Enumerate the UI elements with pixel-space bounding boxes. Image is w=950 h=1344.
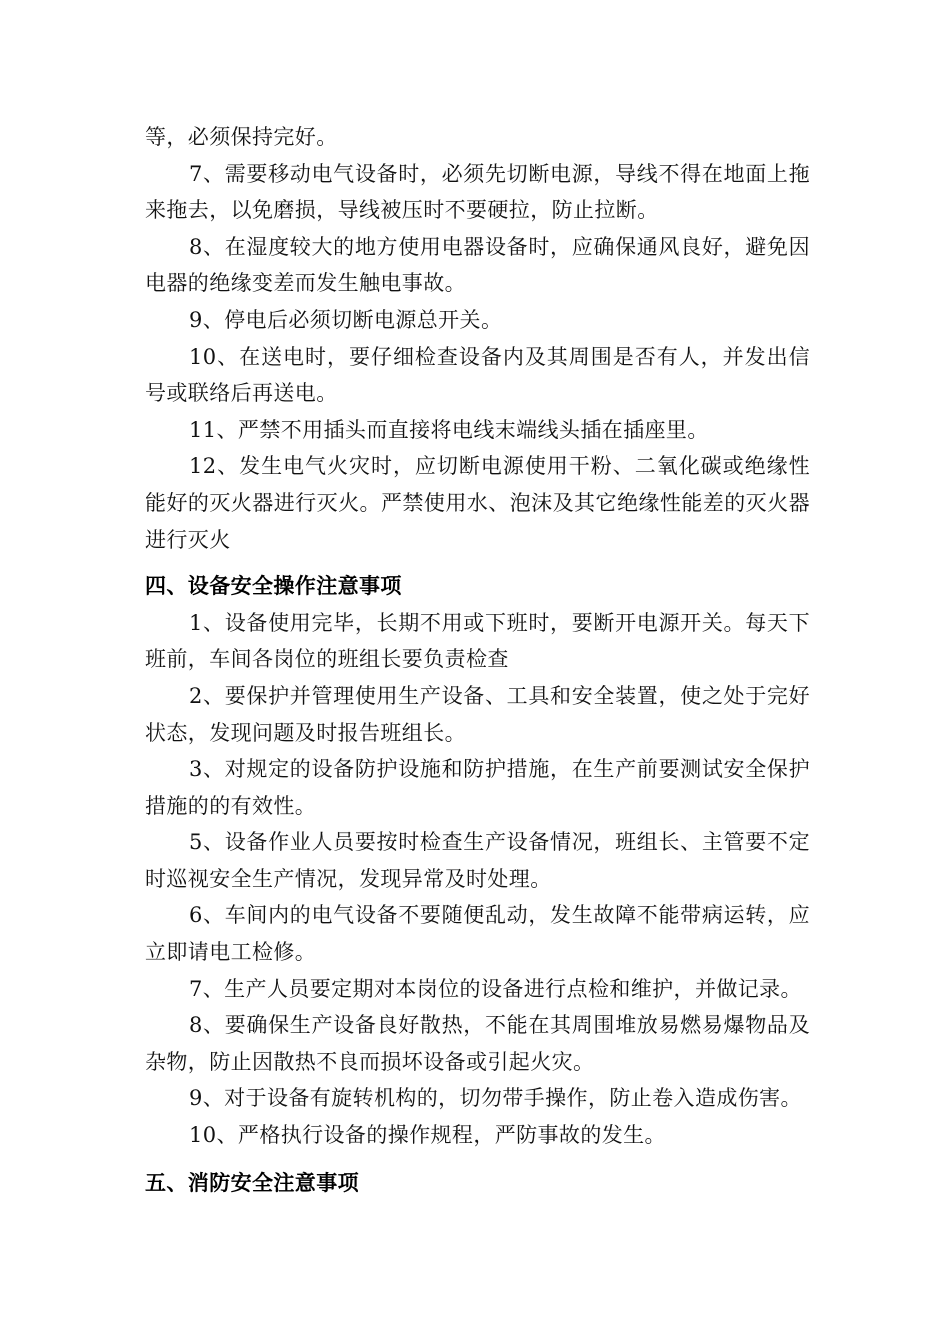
equipment-item-3: 3、对规定的设备防护设施和防护措施，在生产前要测试安全保护措施的的有效性。 (145, 757, 810, 818)
document-body (145, 119, 810, 1201)
equipment-item-6: 6、车间内的电气设备不要随便乱动，发生故障不能带病运转，应立即请电工检修。 (145, 903, 810, 965)
equipment-item-1: 1、设备使用完毕，长期不用或下班时，要断开电源开关。每天下班前，车间各岗位的班组长要负责检查 (145, 610, 810, 672)
equipment-item-7: 7、生产人员要定期对本岗位的设备进行点检和维护，并做记录。 (189, 976, 802, 1001)
section-heading-equipment-safety: 四、设备安全操作注意事项 (145, 574, 402, 599)
electrical-item-12: 12、发生电气火灾时，应切断电源使用干粉、二氧化碳或绝缘性能好的灭火器进行灭火。严禁使用水、泡沫及其它绝缘性能差的灭火器进行灭火 (145, 454, 810, 552)
continuation-text: 等，必须保持完好。 (145, 125, 338, 149)
equipment-item-9: 9、对于设备有旋转机构的，切勿带手操作，防止卷入造成伤害。 (189, 1086, 802, 1111)
electrical-item-8: 8、在湿度较大的地方使用电器设备时，应确保通风良好，避免因电器的绝缘变差而发生触电事故。 (145, 234, 810, 296)
electrical-item-7: 7、需要移动电气设备时，必须先切断电源，导线不得在地面上拖来拖去，以免磨损，导线被压时不要硬拉，防止拉断。 (145, 161, 810, 223)
equipment-item-2: 2、要保护并管理使用生产设备、工具和安全装置，使之处于完好状态，发现问题及时报告班组长。 (145, 683, 810, 745)
equipment-item-5: 5、设备作业人员要按时检查生产设备情况，班组长、主管要不定时巡视安全生产情况，发现异常及时处理。 (145, 830, 810, 891)
equipment-item-8: 8、要确保生产设备良好散热，不能在其周围堆放易燃易爆物品及杂物，防止因散热不良而损坏设备或引起火灾。 (145, 1013, 810, 1074)
electrical-item-10: 10、在送电时，要仔细检查设备内及其周围是否有人，并发出信号或联络后再送电。 (145, 344, 810, 406)
electrical-item-9: 9、停电后必须切断电源总开关。 (189, 307, 503, 332)
section-heading-fire-safety: 五、消防安全注意事项 (145, 1170, 359, 1195)
electrical-item-11: 11、严禁不用插头而直接将电线末端线头插在插座里。 (189, 417, 709, 442)
equipment-item-10: 10、严格执行设备的操作规程，严防事故的发生。 (189, 1123, 666, 1148)
